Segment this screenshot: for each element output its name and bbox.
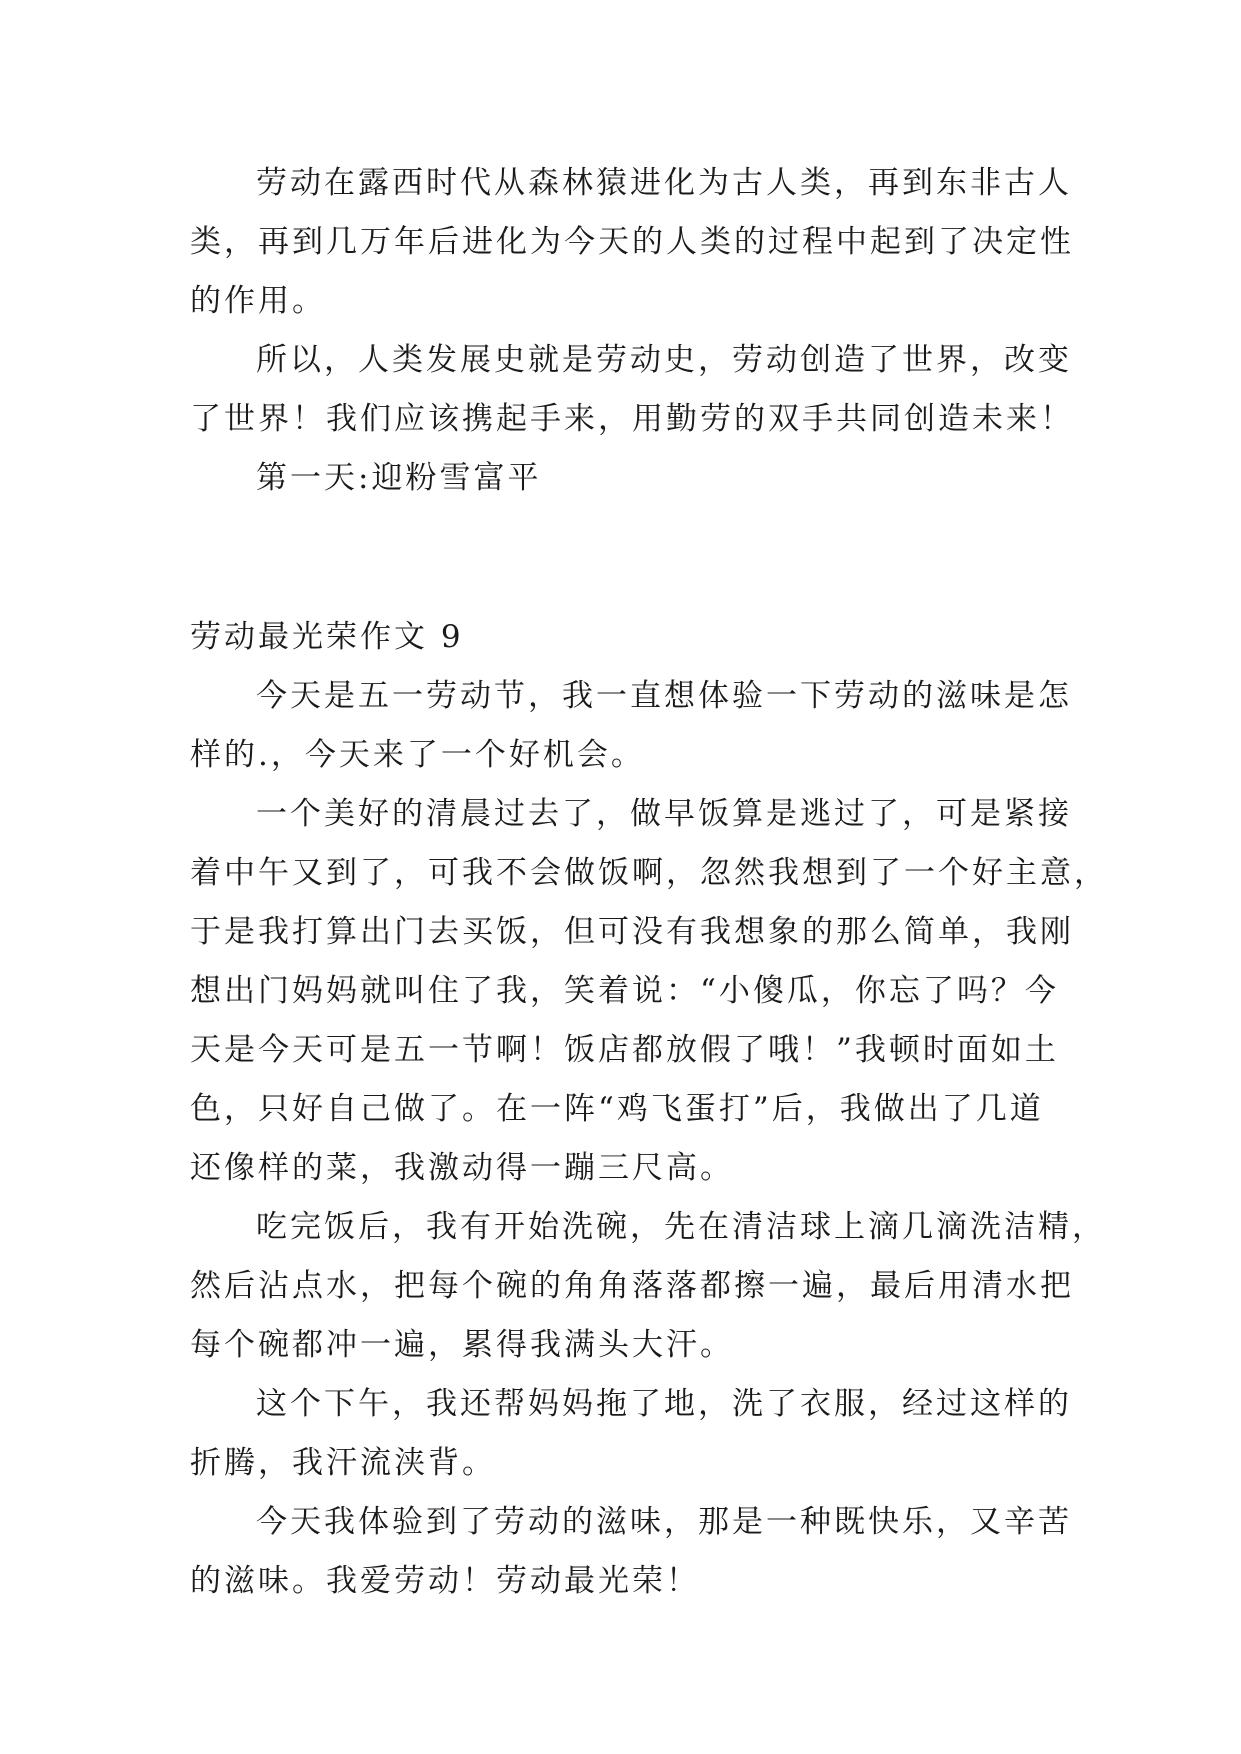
text-line: 天是今天可是五一节啊！饭店都放假了哦！”我顿时面如土: [190, 1032, 1059, 1068]
paragraph: [190, 785, 1108, 1198]
text-line: 吃完饭后，我有开始洗碗，先在清洁球上滴几滴洗洁精，: [256, 1209, 1106, 1245]
text-line: 今天我体验到了劳动的滋味，那是一种既快乐，又辛苦: [256, 1504, 1072, 1540]
paragraph: [190, 1375, 1072, 1493]
document-body: [190, 154, 1108, 1611]
text-line: 的滋味。我爱劳动！劳动最光荣！: [190, 1563, 700, 1599]
text-line: 想出门妈妈就叫住了我，笑着说：“小傻瓜，你忘了吗？今: [190, 973, 1059, 1009]
text-line: 一个美好的清晨过去了，做早饭算是逃过了，可是紧接: [256, 796, 1072, 832]
text-line: 所以，人类发展史就是劳动史，劳动创造了世界，改变: [256, 342, 1072, 378]
paragraph: [190, 1493, 1072, 1611]
section-spacer: [190, 508, 1050, 608]
text-line: 了世界！我们应该携起手来，用勤劳的双手共同创造未来！: [190, 401, 1074, 437]
text-line: 的作用。: [190, 283, 326, 319]
paragraph: [190, 154, 1074, 331]
text-line: 劳动在露西时代从森林猿进化为古人类，再到东非古人: [256, 165, 1072, 201]
text-line: 然后沾点水，把每个碗的角角落落都擦一遍，最后用清水把: [190, 1268, 1074, 1304]
essay-title: 劳动最光荣作文 9: [190, 619, 464, 655]
paragraph: [190, 331, 1074, 449]
text-line: 今天是五一劳动节，我一直想体验一下劳动的滋味是怎: [256, 678, 1072, 714]
text-line: 样的.，今天来了一个好机会。: [190, 737, 645, 773]
text-line: 折腾，我汗流浃背。: [190, 1445, 496, 1481]
paragraph: [190, 667, 1072, 785]
text-line: 于是我打算出门去买饭，但可没有我想象的那么简单，我刚: [190, 914, 1074, 950]
text-line: 色，只好自己做了。在一阵“鸡飞蛋打”后，我做出了几道: [190, 1091, 1044, 1127]
text-line: 类，再到几万年后进化为今天的人类的过程中起到了决定性: [190, 224, 1074, 260]
paragraph: [190, 449, 1050, 508]
text-line: 这个下午，我还帮妈妈拖了地，洗了衣服，经过这样的: [256, 1386, 1072, 1422]
text-line: 还像样的菜，我激动得一蹦三尺高。: [190, 1150, 734, 1186]
text-line: 第一天:迎粉雪富平: [256, 460, 542, 496]
text-line: 每个碗都冲一遍，累得我满头大汗。: [190, 1327, 734, 1363]
text-line: 着中午又到了，可我不会做饭啊，忽然我想到了一个好主意，: [190, 855, 1108, 891]
paragraph: [190, 1198, 1106, 1375]
